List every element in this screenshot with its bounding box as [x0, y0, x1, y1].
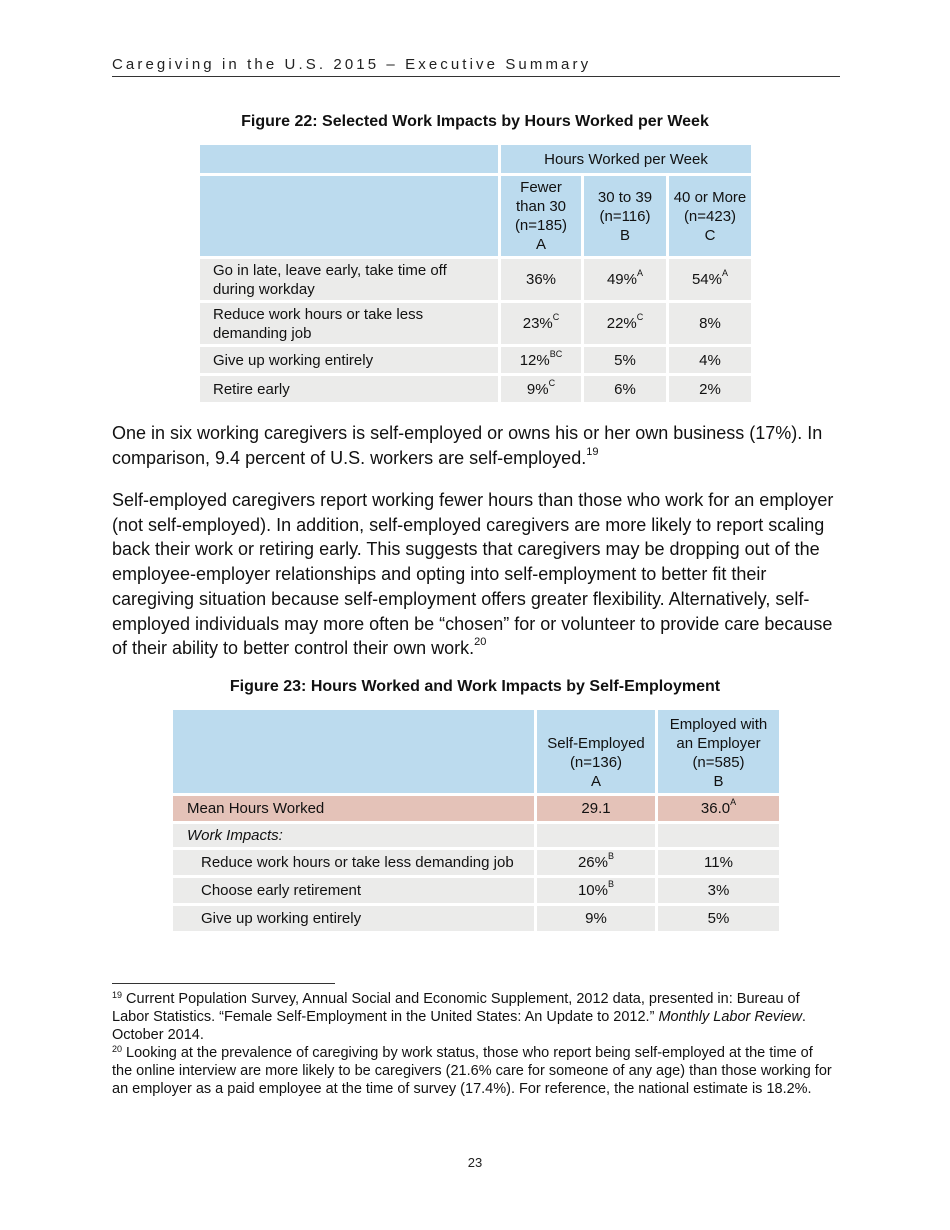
significance-marker: C [552, 312, 560, 322]
column-header-n: (n=585) [692, 754, 745, 771]
row-label: Choose early retirement [173, 878, 534, 903]
table-row [200, 259, 751, 300]
column-header-line: Fewer [520, 179, 562, 196]
table-row [200, 376, 751, 402]
cell-value: 49% [606, 271, 637, 288]
value-cell [537, 850, 655, 875]
value-cell [669, 347, 751, 373]
cell-value: 6% [614, 380, 636, 398]
value-cell [537, 796, 655, 821]
row-label: Retire early [200, 376, 498, 402]
column-header-line: Employed with [669, 716, 768, 733]
significance-marker: B [608, 879, 615, 889]
row-label: Mean Hours Worked [173, 796, 534, 821]
value-cell [669, 376, 751, 402]
column-header-b [658, 710, 779, 793]
column-header-n: (n=116) [599, 207, 651, 225]
value-cell [584, 303, 666, 344]
row-label: Give up working entirely [200, 347, 498, 373]
value-cell [658, 850, 779, 875]
cell-value: 29.1 [581, 800, 611, 817]
group-header: Hours Worked per Week [501, 145, 751, 173]
cell-value: 9% [585, 910, 607, 927]
cell-value: 9% [526, 380, 549, 398]
cell-value: 23% [522, 315, 553, 332]
value-cell [501, 376, 581, 402]
running-header: Caregiving in the U.S. 2015 – Executive Summary [112, 56, 840, 77]
cell-value: 22% [606, 315, 637, 332]
table-header-blank [200, 145, 498, 173]
column-header-letter: C [704, 226, 716, 244]
figure-23-title: Figure 23: Hours Worked and Work Impacts by Self-Employment [229, 678, 721, 695]
value-cell [669, 259, 751, 300]
footnote-number: 19 [112, 990, 123, 1000]
column-header-n: (n=136) [569, 754, 623, 771]
cell-value: 26% [577, 854, 608, 871]
value-cell [537, 906, 655, 931]
footnote-text: Current Population Survey, Annual Social and Economic Supplement, 2012 data, presented in: Bureau of Labor Statistics. “Female Self-Employment in the United States: An Update to 2012.” [112, 991, 800, 1025]
footnote-text: Looking at the prevalence of caregiving by work status, those who report being self-employed at the time of the online interview are more likely to be caregivers (21.6% care for someone of any age) than those working for an employer as a paid employee at the time of survey (17.4%). For reference, the national estimate is 18.2%. [112, 1045, 832, 1097]
footnote-20 [112, 1044, 836, 1098]
cell-value: 54% [691, 271, 722, 288]
cell-value: 10% [577, 882, 608, 899]
value-cell [658, 906, 779, 931]
significance-marker: A [730, 797, 737, 807]
significance-marker: C [636, 312, 644, 322]
row-label: Reduce work hours or take less demanding job [173, 850, 534, 875]
table-row [173, 906, 779, 931]
table-header-blank [200, 176, 498, 256]
value-cell [537, 878, 655, 903]
value-cell [501, 347, 581, 373]
column-header-letter: A [590, 773, 601, 790]
footnote-divider [112, 983, 335, 984]
paragraph-text: Self-employed caregivers report working fewer hours than those who work for an employer (not self-employed). In addition, self-employed caregivers are more likely to report scaling back their work or retiring early. This suggests that caregivers may be dropping out of the employee-employer relationships and opting into self-employment to better fit their caregiving situation because self-employment offers greater flexibility. Alternatively, self-employed individuals may more often be “chosen” for or volunteer to provide care because of their ability to better control their own work. [112, 490, 834, 659]
table-header-blank [173, 710, 534, 793]
row-label: Go in late, leave early, take time off during workday [200, 259, 498, 300]
cell-value: 4% [699, 351, 721, 369]
footnote-text: . October 2014. [112, 1009, 806, 1043]
cell-value: 11% [704, 854, 733, 871]
value-cell [658, 824, 779, 847]
body-paragraph-2 [112, 488, 852, 661]
footnotes [112, 990, 836, 1098]
footnote-ref-20[interactable]: 20 [474, 636, 487, 649]
table-row [173, 878, 779, 903]
significance-marker: A [722, 268, 729, 278]
table-row [173, 850, 779, 875]
significance-marker: A [637, 268, 644, 278]
value-cell [658, 878, 779, 903]
significance-marker: B [608, 851, 615, 861]
value-cell [501, 303, 581, 344]
cell-value: 5% [707, 910, 730, 927]
value-cell [537, 824, 655, 847]
value-cell [658, 796, 779, 821]
cell-value: 12% [519, 351, 550, 369]
column-header-c [669, 176, 751, 256]
column-header-b [584, 176, 666, 256]
cell-value: 3% [707, 882, 730, 899]
cell-value: 2% [699, 380, 721, 398]
paragraph-text: One in six working caregivers is self-employed or owns his or her own business (17%). In comparison, 9.4 percent of U.S. workers are self-employed. [112, 423, 823, 468]
body-paragraph-1 [112, 421, 852, 470]
cell-value: 8% [699, 315, 721, 332]
value-cell [669, 303, 751, 344]
footnote-journal: Monthly Labor Review [658, 1009, 802, 1025]
column-header-n: (n=423) [683, 207, 737, 225]
value-cell [501, 259, 581, 300]
value-cell [584, 376, 666, 402]
column-header-letter: A [535, 236, 546, 253]
column-header-a [537, 710, 655, 793]
column-header-n: (n=185) [514, 217, 568, 234]
cell-value: 36% [525, 271, 557, 288]
column-header-a [501, 176, 581, 256]
column-header-line: than 30 [515, 198, 567, 215]
cell-value: 5% [614, 351, 636, 369]
column-header-letter: B [619, 226, 630, 244]
row-label: Give up working entirely [173, 906, 534, 931]
table-section-row [173, 824, 779, 847]
column-header-line: 30 to 39 [597, 188, 653, 206]
footnote-ref-19[interactable]: 19 [586, 445, 599, 458]
table-row-mean-hours [173, 796, 779, 821]
page-number: 23 [467, 1155, 483, 1170]
significance-marker: BC [549, 348, 563, 359]
cell-value: 36.0 [700, 800, 731, 817]
column-header-line: 40 or More [673, 188, 747, 206]
column-header-letter: B [713, 773, 724, 790]
row-label: Reduce work hours or take less demanding job [200, 303, 498, 344]
value-cell [584, 347, 666, 373]
figure-23-table [170, 707, 782, 934]
section-label: Work Impacts: [173, 824, 534, 847]
table-row [200, 303, 751, 344]
value-cell [584, 259, 666, 300]
significance-marker: C [548, 377, 556, 388]
figure-22-title: Figure 22: Selected Work Impacts by Hours Worked per Week [241, 113, 709, 130]
figure-22-table [197, 142, 754, 405]
column-header-line: an Employer [676, 735, 761, 752]
column-header-line: Self-Employed [547, 735, 645, 752]
footnote-number: 20 [112, 1044, 123, 1054]
footnote-19 [112, 990, 836, 1044]
table-row [200, 347, 751, 373]
